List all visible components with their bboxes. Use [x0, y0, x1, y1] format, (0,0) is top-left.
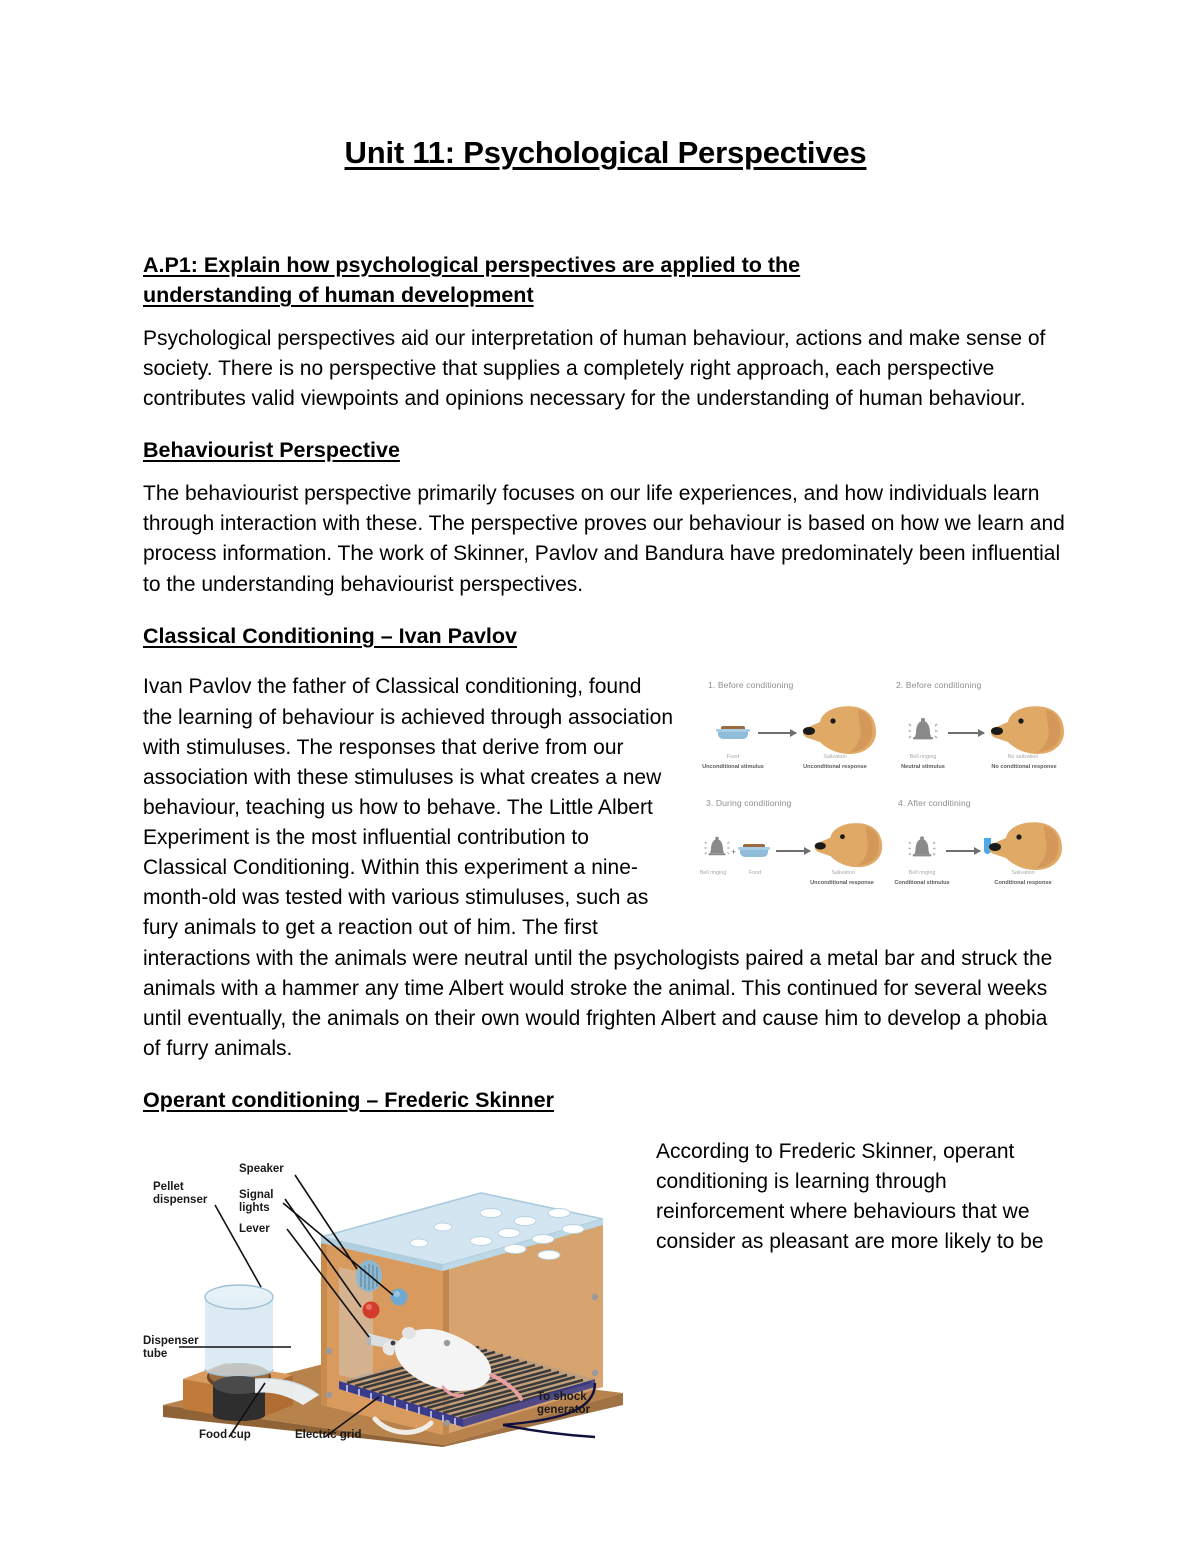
pavlov-panel-1: [696, 680, 882, 796]
page-title: Unit 11: Psychological Perspectives: [344, 135, 867, 170]
pavlov-panel-4-response-type: Conditional response: [994, 880, 1052, 887]
label-signal-lights: Signal lights: [239, 1188, 274, 1214]
pavlov-panel-1-stimulus-type: Unconditional stimulus: [702, 764, 764, 771]
pavlov-panel-4-response-label: Salivation: [1011, 870, 1035, 877]
spacer: [143, 466, 1068, 479]
bell-icon: [908, 718, 938, 744]
paragraph-pavlov: Ivan Pavlov the father of Classical conditioning, found the learning of behaviour is achieved through association with stimuluses. The responses that derive from our association with these stimuluses is what creates a new behaviour, teaching us how to behave. The Little Albert Experiment is the most influential contribution to Classical Conditioning. Within this experiment a nine-month-old was tested with various stimuluses, such as fury animals to get a reaction out of him. The first interactions with the animals were neutral until the psychologists paired a metal bar and struck the animals with a hammer any time Albert would stroke the animal. This continued for several weeks until eventually, the animals on their own would frighten Albert and cause him to develop a phobia of furry animals.: [143, 675, 1053, 1060]
spacer: [143, 311, 1068, 324]
spacer: [143, 1116, 1068, 1137]
pavlov-panel-4-title: 4. After conditining: [898, 798, 971, 809]
pavlov-panel-1-response-label: Salivation: [823, 754, 847, 761]
pavlov-panel-3-response-type: Unconditional response: [810, 880, 874, 887]
pavlov-section: [143, 672, 1068, 1064]
pavlov-panel-4-stimulus-type: Conditional stimulus: [894, 880, 950, 887]
pavlov-panel-2-response-label: No salivation: [1007, 754, 1039, 761]
paragraph-behaviourist: The behaviourist perspective primarily focuses on our life experiences, and how individuals learn through interaction with these. The perspective proves our behaviour is based on how we learn and process information. The work of Skinner, Pavlov and Bandura have predominately been influential to the understanding behaviourist perspectives.: [143, 482, 1065, 596]
heading-classical-conditioning: Classical Conditioning – Ivan Pavlov: [143, 623, 517, 648]
spacer: [143, 651, 1068, 672]
dog-head-icon: [988, 702, 1066, 758]
label-food-cup: Food cup: [199, 1428, 251, 1441]
pavlov-panel-1-response-type: Unconditional response: [803, 764, 867, 771]
label-dispenser-tube: Dispenser tube: [143, 1334, 199, 1360]
bell-icon: [908, 836, 936, 861]
heading-ap1-line2: understanding of human development: [143, 283, 534, 308]
pavlov-panel-3-stimulus-label-2: Food: [748, 870, 762, 877]
heading-ap1: [143, 250, 1068, 311]
heading-operant-conditioning: Operant conditioning – Frederic Skinner: [143, 1088, 554, 1113]
food-bowl-icon: [740, 842, 768, 860]
arrow-icon: [948, 732, 984, 734]
label-lever: Lever: [239, 1222, 270, 1235]
pavlov-panel-2-title: 2. Before conditioning: [896, 680, 982, 691]
paragraph-intro: Psychological perspectives aid our interpretation of human behaviour, actions and make sense of society. There is no perspective that supplies a completely right approach, each perspective contributes valid viewpoints and opinions necessary for the understanding of human behaviour.: [143, 326, 1046, 411]
dog-head-icon: [800, 702, 878, 758]
pavlov-panel-3-response-label: Salivation: [831, 870, 855, 877]
pavlov-panel-2: [886, 680, 1068, 796]
spacer: [143, 414, 1068, 435]
spacer: [143, 600, 1068, 621]
dog-head-icon: [812, 818, 884, 872]
label-pellet-dispenser: Pellet dispenser: [153, 1180, 208, 1206]
label-speaker: Speaker: [239, 1162, 284, 1175]
skinner-box-figure: [143, 1147, 638, 1447]
pavlov-panel-2-stimulus-type: Neutral stimulus: [901, 764, 945, 771]
pavlov-panel-1-title: 1. Before conditioning: [708, 680, 794, 691]
pavlov-panel-4-stimulus-label: Bell ringing: [908, 870, 936, 877]
pavlov-panel-3-title: 3. During conditioning: [706, 798, 792, 809]
pavlov-panel-3: [696, 798, 882, 914]
arrow-icon: [758, 732, 796, 734]
bell-icon: [704, 836, 730, 860]
pavlov-panel-3-stimulus-label: Bell ringing: [699, 870, 727, 877]
pavlov-panel-2-stimulus-label: Bell ringing: [909, 754, 937, 761]
pavlov-panel-2-response-type: No conditional response: [991, 764, 1057, 771]
arrow-icon: [776, 850, 810, 852]
spacer: [143, 173, 1068, 250]
food-bowl-icon: [718, 724, 748, 742]
paragraph-skinner: According to Frederic Skinner, operant conditioning is learning through reinforcement where behaviours that we consider as pleasant are more likely to be: [656, 1139, 1044, 1254]
document-content: [143, 0, 1068, 1447]
heading-ap1-line1: A.P1: Explain how psychological perspectives are applied to the: [143, 252, 801, 277]
spacer: [143, 1064, 1068, 1085]
pavlov-panel-1-stimulus-label: Food: [726, 754, 740, 761]
dog-head-icon: [986, 818, 1064, 874]
pavlov-panel-4: [886, 798, 1068, 914]
skinner-section: [143, 1137, 1068, 1447]
label-electric-grid: Electric grid: [295, 1428, 362, 1441]
pavlov-diagram-figure: [696, 680, 1068, 912]
plus-icon: +: [731, 847, 737, 858]
arrow-icon: [946, 850, 980, 852]
label-to-shock-generator: To shock generator: [537, 1390, 591, 1416]
heading-behaviourist: Behaviourist Perspective: [143, 438, 400, 463]
